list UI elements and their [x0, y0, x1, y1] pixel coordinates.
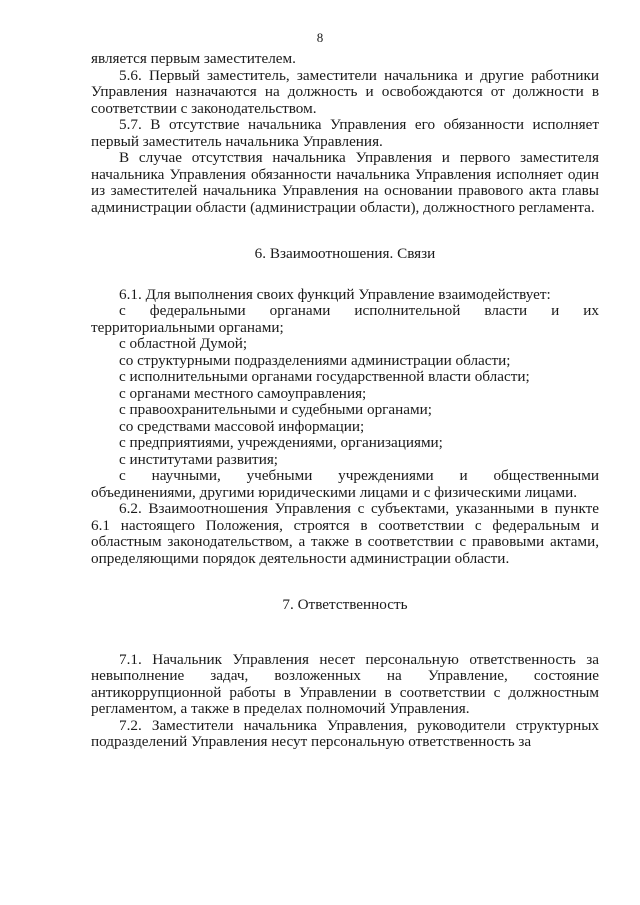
list-item-scientific: с научными, учебными учреждениями и общественными — [119, 467, 599, 484]
list-item: со средствами массовой информации; — [119, 417, 365, 435]
paragraph-7-2: 7.2. Заместители начальника Управления, руководители структурных подразделений Управления несут персональную ответственность за — [91, 716, 599, 750]
interaction-list — [91, 336, 599, 468]
paragraph-continuation: является первым заместителем. — [91, 50, 296, 67]
section-7-heading: 7. Ответственность — [282, 596, 408, 613]
paragraph-absence: В случае отсутствия начальника Управления и первого заместителя начальника Управления обязанности начальника Управления исполняет один из заместителей начальника Управления на основании правового акта главы администрации области (администрации области), должностного регламента. — [91, 149, 599, 216]
list-item: с областной Думой; — [119, 335, 248, 352]
list-item: с исполнительными органами государственной власти области; — [119, 368, 530, 385]
list-item: с предприятиями, учреждениями, организациями; — [119, 434, 443, 451]
list-item: с органами местного самоуправления; — [119, 384, 367, 402]
list-item: с институтами развития; — [119, 450, 279, 468]
paragraph-5-6: 5.6. Первый заместитель, заместители начальника и другие работники Управления назначаются на должность и освобождаются от должности в соответствии с законодательством. — [91, 66, 599, 117]
paragraph-5-7: 5.7. В отсутствие начальника Управления его обязанности исполняет первый заместитель начальника Управления. — [91, 116, 599, 150]
page-number: 8 — [316, 30, 324, 45]
document-body — [91, 51, 599, 751]
list-item: со структурными подразделениями администрации области; — [119, 351, 511, 369]
paragraph-7-1: 7.1. Начальник Управления несет персональную ответственность за невыполнение задач, возложенных на Управление, состояние антикоррупционной работы в Управлении в соответствии с должностным регламентом, а также в пределах полномочий Управления. — [91, 650, 599, 717]
section-6-heading: 6. Взаимоотношения. Связи — [254, 245, 436, 262]
list-item-federal: с федеральными органами исполнительной власти и их — [119, 302, 599, 319]
paragraph-6-1-intro: 6.1. Для выполнения своих функций Управление взаимодействует: — [119, 285, 551, 303]
list-item-scientific-cont: объединениями, другими юридическими лицами и с физическими лицами. — [91, 483, 578, 501]
paragraph-6-2: 6.2. Взаимоотношения Управления с субъектами, указанными в пункте 6.1 настоящего Положения, строятся в соответствии с федеральным и областным законодательством, а также в соответствии с правовыми актами, определяющими порядок деятельности администрации области. — [91, 500, 599, 567]
list-item: с правоохранительными и судебными органами; — [119, 401, 432, 418]
list-item-federal-cont: территориальными органами; — [91, 318, 284, 336]
